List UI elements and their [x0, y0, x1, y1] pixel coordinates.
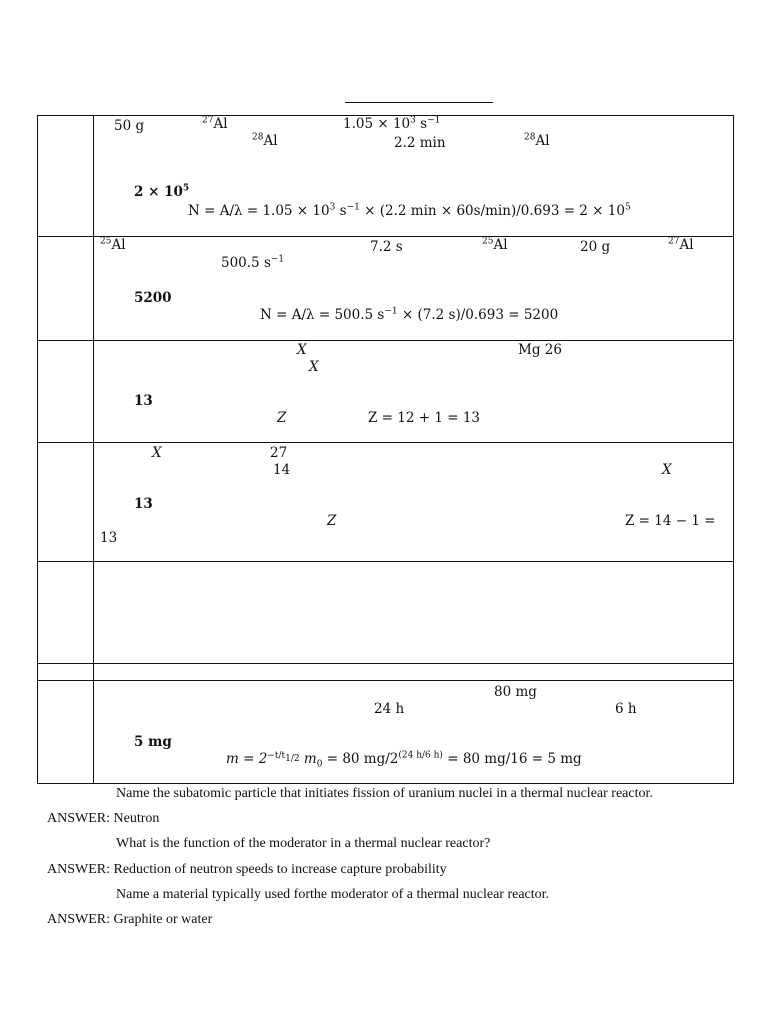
r7-mass: 80 mg	[494, 684, 537, 700]
r3-x-1: X	[297, 342, 307, 358]
r1-halflife: 2.2 min	[394, 135, 446, 151]
r3-equation: Z = 12 + 1 = 13	[368, 410, 481, 426]
answer-2: ANSWER: Reduction of neutron speeds to increase capture probability	[47, 862, 447, 877]
r3-answer: 13	[134, 393, 153, 409]
r7-time: 24 h	[374, 701, 405, 717]
r3-x-2: X	[309, 359, 319, 375]
r4-equation: Z = 14 − 1 =	[625, 513, 716, 529]
question-1: Name the subatomic particle that initiates fission of uranium nuclei in a thermal nuclear reactor.	[116, 786, 653, 801]
r2-al27: $^{27}$Al	[668, 236, 694, 253]
table-row-divider	[37, 680, 734, 681]
question-2: What is the function of the moderator in a thermal nuclear reactor?	[116, 836, 491, 851]
table-row-divider	[37, 663, 734, 664]
r1-mass: 50 g	[114, 118, 145, 134]
r2-equation: N = A/λ = 500.5 $s^{-1} \times (7.2$ s)/0.693 = 5200	[260, 306, 559, 323]
r1-al28-b: $^{28}$Al	[524, 132, 550, 149]
table-row-divider	[37, 340, 734, 341]
r2-halflife: 7.2 s	[370, 239, 403, 255]
r1-answer: $2 \times 10^5$	[134, 183, 190, 200]
r4-z: Z	[327, 513, 337, 529]
r2-al25-b: $^{25}$Al	[482, 236, 508, 253]
r1-activity: $1.05 \times 10^3$ $s^{-1}$	[343, 115, 441, 132]
r4-atomic-number: 14	[273, 462, 291, 478]
r4-equation-continued: 13	[100, 530, 118, 546]
r1-al27: $^{27}$Al	[202, 115, 228, 132]
r7-answer: 5 mg	[134, 734, 172, 750]
r4-x-2: X	[662, 462, 672, 478]
r7-halflife: 6 h	[615, 701, 637, 717]
r3-mg26: Mg 26	[518, 342, 562, 358]
table-row-divider	[37, 561, 734, 562]
answer-3: ANSWER: Graphite or water	[47, 912, 213, 927]
table-row-divider	[37, 442, 734, 443]
r2-answer: 5200	[134, 290, 172, 306]
r1-equation: $N = A/\lambda = 1.05 \times 10^3$ $s^{-1} \times (2.2$ $\min \times 60s/\min)/0.693 = 2 \times 10^5$	[188, 202, 631, 219]
r2-al25-a: $^{25}$Al	[100, 236, 126, 253]
r4-mass-number: 27	[270, 445, 288, 461]
r2-activity: 500.5 $s^{-1}$	[221, 254, 285, 271]
table-column-divider	[93, 115, 94, 784]
table-row-divider	[37, 236, 734, 237]
r1-al28-a: $^{28}$Al	[252, 132, 278, 149]
question-3: Name a material typically used forthe moderator of a thermal nuclear reactor.	[116, 887, 550, 902]
r3-z: Z	[277, 410, 287, 426]
r4-x-1: X	[152, 445, 162, 461]
r7-equation: $m = 2^{-t/t_{1/2}}$ $m_0 = 80$ $mg/2^{(24 h/6 h)} = 80$ mg/16 = 5 mg	[226, 750, 582, 770]
r4-answer: 13	[134, 496, 153, 512]
title-underline	[345, 102, 493, 103]
answer-1: ANSWER: Neutron	[47, 811, 160, 826]
r2-mass: 20 g	[580, 239, 611, 255]
